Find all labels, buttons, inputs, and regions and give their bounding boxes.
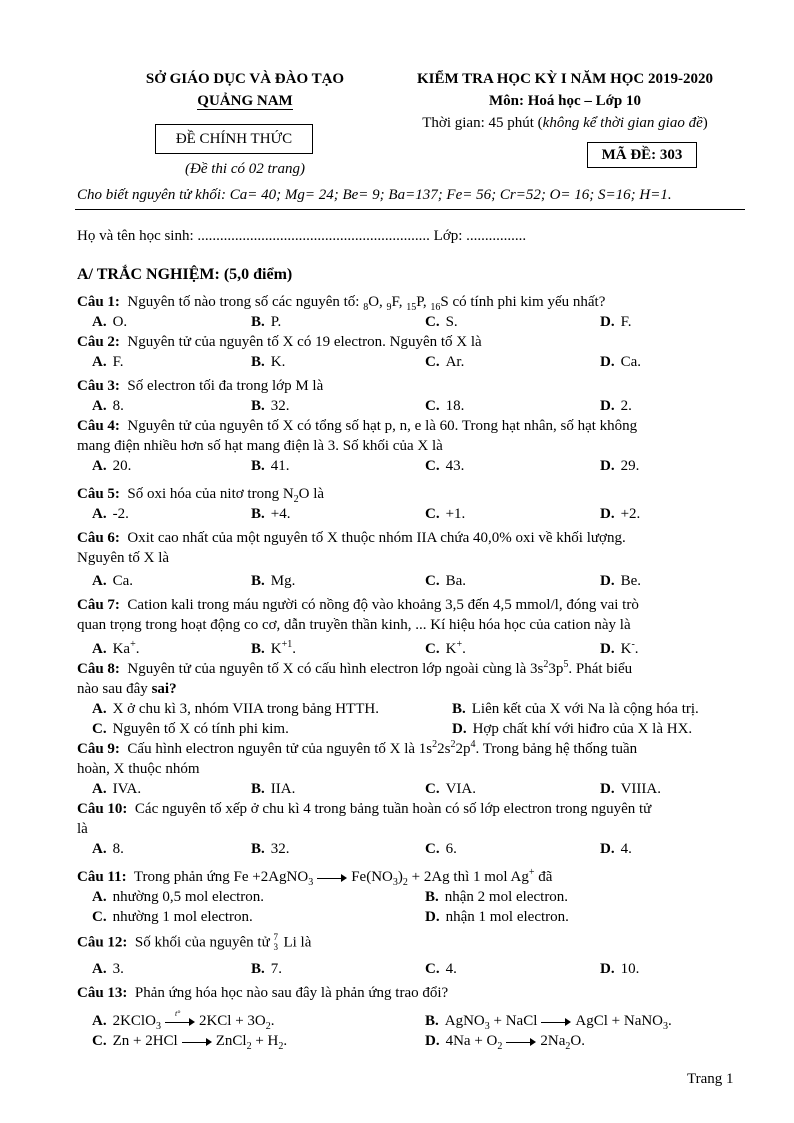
atomic-number: 8: [363, 302, 369, 313]
exam-title: KIỂM TRA HỌC KỲ I NĂM HỌC 2019-2020: [417, 71, 713, 87]
question-7: Câu 7: Cation kali trong máu người có nồng độ vào khoảng 3,5 đến 4,5 mmol/l, đóng vai trò: [77, 597, 639, 613]
atomic-number: 9: [386, 302, 392, 313]
option-c: C. 18.: [425, 398, 465, 414]
option-a: A. 8.: [92, 398, 124, 414]
option-a: A. -2.: [92, 506, 129, 522]
option-b: B. Liên kết của X với Na là cộng hóa trị.: [452, 701, 699, 717]
question-8: Câu 8: Nguyên tử của nguyên tố X có cấu hình electron lớp ngoài cùng là $3s^23p^5$. Phát biểu: [77, 659, 633, 677]
option-b: B. 41.: [251, 458, 290, 474]
atomic-masses-note: Cho biết nguyên tử khối: Ca= 40; Mg= 24; Be= 9; Ba=137; Fe= 56; Cr=52; O= 16; S=16; H=1.: [77, 187, 672, 203]
option-c: C. 43.: [425, 458, 465, 474]
question-6: Câu 6: Oxit cao nhất của một nguyên tố X thuộc nhóm IIA chứa 40,0% oxi về khối lượng.: [77, 530, 626, 546]
option-d: D. VIIIA.: [600, 781, 661, 797]
question-10: Câu 10: Các nguyên tố xếp ở chu kì 4 trong bảng tuần hoàn có số lớp electron trong nguyên tử: [77, 801, 652, 817]
department-name: SỞ GIÁO DỤC VÀ ĐÀO TẠO: [145, 71, 345, 87]
reaction-arrow: [317, 873, 347, 883]
option-a: A. 20.: [92, 458, 132, 474]
option-d: D. Ca.: [600, 354, 642, 370]
time-prefix: Thời gian: 45 phút (: [422, 115, 543, 131]
option-b: B. 7.: [251, 961, 283, 977]
option-c: C. Zn + 2HCl ZnCl$_2$ + $H_2$.: [92, 1033, 288, 1052]
option-b: B. +4.: [251, 506, 291, 522]
option-b: B. nhận 2 mol electron.: [425, 889, 569, 905]
option-b: B. $K^{+1}$.: [251, 639, 296, 657]
question-12: Câu 12: Số khối của nguyên tử 7 3 Li là: [77, 932, 312, 952]
option-c: C. K+.: [425, 639, 466, 657]
question-label: Câu 1:: [77, 294, 120, 310]
option-c: C. 4.: [425, 961, 457, 977]
option-d: D. 10.: [600, 961, 640, 977]
option-b: B. 32.: [251, 841, 290, 857]
option-d: D. nhận 1 mol electron.: [425, 909, 569, 925]
option-c: C. Ba.: [425, 573, 467, 589]
option-b: B. P.: [251, 314, 282, 330]
province-label: QUẢNG NAM: [197, 93, 293, 109]
element-symbol: F,: [391, 294, 407, 310]
option-d: D. +2.: [600, 506, 641, 522]
exam-code-box: MÃ ĐỀ: 303: [587, 142, 697, 168]
option-a: A. IVA.: [92, 781, 142, 797]
question-3: Câu 3: Số electron tối đa trong lớp M là: [77, 378, 324, 394]
pages-note: (Đề thi có 02 trang): [185, 161, 305, 177]
question-5: Câu 5: Số oxi hóa của nitơ trong $N_2O$ là: [77, 486, 325, 505]
question-6-cont: Nguyên tố X là: [77, 550, 170, 566]
option-a: A. 2KClO$_3$ t° $2KCl + 3O_2$.: [92, 1008, 275, 1032]
option-b: B. Mg.: [251, 573, 296, 589]
section-a-title: A/ TRẮC NGHIỆM: (5,0 điểm): [77, 266, 293, 283]
option-a: A. nhường 0,5 mol electron.: [92, 889, 265, 905]
time-suffix: ): [702, 115, 708, 131]
question-text: có tính phi kim yếu nhất?: [448, 294, 606, 310]
option-c: C. nhường 1 mol electron.: [92, 909, 253, 925]
option-a: A. F.: [92, 354, 124, 370]
reaction-arrow: [506, 1037, 536, 1047]
question-9-cont: hoàn, X thuộc nhóm: [77, 761, 200, 777]
option-a: A. Ka+.: [92, 639, 140, 657]
nuclide-notation: 7 3: [273, 932, 278, 952]
option-c: C. Nguyên tố X có tính phi kim.: [92, 721, 289, 737]
option-d: D. F.: [600, 314, 632, 330]
question-9: Câu 9: Cấu hình electron nguyên tử của nguyên tố X là $1s^22s^22p^4$. Trong bảng hệ thống tuần: [77, 739, 638, 757]
option-a: A. O.: [92, 314, 128, 330]
reaction-arrow: [182, 1037, 212, 1047]
reaction-arrow: [541, 1017, 571, 1027]
option-b: B. IIA.: [251, 781, 296, 797]
time-line: [380, 115, 750, 132]
option-d: D. Be.: [600, 573, 642, 589]
atomic-number: 15: [406, 302, 417, 313]
page-number: Trang 1: [687, 1071, 734, 1087]
element-symbol: S: [440, 294, 449, 310]
option-d: D. 4.: [600, 841, 632, 857]
header-divider: [75, 209, 745, 210]
atomic-number: 16: [430, 302, 441, 313]
official-exam-box: ĐỀ CHÍNH THỨC: [155, 124, 313, 154]
question-8-cont: nào sau đây sai?: [77, 681, 177, 697]
option-a: A. 3.: [92, 961, 124, 977]
element-symbol: P,: [416, 294, 431, 310]
question-2: Câu 2: Nguyên tử của nguyên tố X có 19 electron. Nguyên tố X là: [77, 334, 482, 350]
question-7-cont: quan trọng trong hoạt động co cơ, dẫn truyền thần kinh, ... Kí hiệu hóa học của cation này là: [77, 617, 631, 633]
class-field: Lớp: ................: [433, 228, 527, 244]
question-text: Nguyên tố nào trong số các nguyên tố:: [127, 294, 364, 310]
reaction-arrow: t°: [165, 1017, 195, 1027]
question-11: Câu 11: Trong phản ứng Fe +2AgNO$_3$ $Fe(NO_3)_2 + 2Ag$ thì 1 mol Ag+ đã: [77, 867, 553, 888]
subject-line: Môn: Hoá học – Lớp 10: [488, 93, 642, 109]
option-c: C. VIA.: [425, 781, 477, 797]
student-name-field: Họ và tên học sinh: ..............................................................: [77, 228, 434, 244]
question-13: Câu 13: Phản ứng hóa học nào sau đây là phản ứng trao đổi?: [77, 985, 449, 1001]
question-10-cont: là: [77, 821, 88, 837]
question-4: Câu 4: Nguyên tử của nguyên tố X có tổng số hạt p, n, e là 60. Trong hạt nhân, số hạt không: [77, 418, 638, 434]
element-symbol: O,: [368, 294, 387, 310]
option-a: A. X ở chu kì 3, nhóm VIIA trong bảng HTTH.: [92, 701, 379, 717]
question-1: [77, 294, 605, 311]
province-name: [120, 93, 370, 110]
option-c: C. S.: [425, 314, 458, 330]
option-d: D. 29.: [600, 458, 640, 474]
option-d: D. Hợp chất khí với hiđro của X là HX.: [452, 721, 693, 737]
option-a: A. Ca.: [92, 573, 134, 589]
option-d: D. K-.: [600, 639, 639, 657]
time-italic: không kể thời gian giao đề: [542, 115, 703, 131]
student-info-line: [77, 228, 526, 245]
option-b: B. AgNO$_3$ + NaCl AgCl + NaNO$_3$.: [425, 1013, 672, 1032]
option-d: D. 2.: [600, 398, 632, 414]
option-c: C. Ar.: [425, 354, 465, 370]
option-b: B. 32.: [251, 398, 290, 414]
option-a: A. 8.: [92, 841, 124, 857]
option-d: D. $4Na + O_2$ $2Na_2O$.: [425, 1033, 585, 1052]
question-4-cont: mang điện nhiều hơn số hạt mang điện là 3. Số khối của X là: [77, 438, 443, 454]
option-c: C. +1.: [425, 506, 466, 522]
option-c: C. 6.: [425, 841, 457, 857]
option-b: B. K.: [251, 354, 286, 370]
